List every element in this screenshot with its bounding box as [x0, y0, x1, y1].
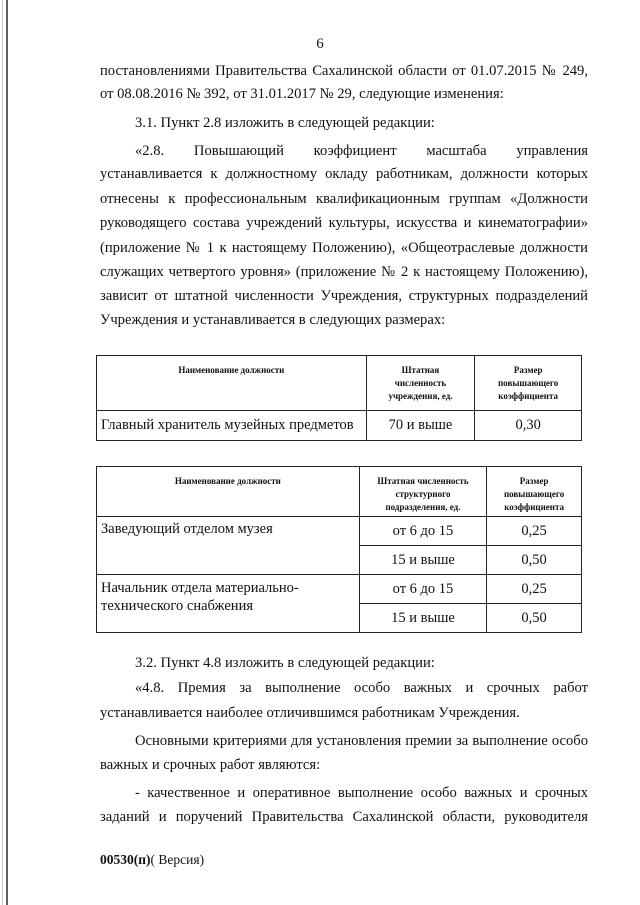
- table-cell: от 6 до 15: [359, 517, 487, 546]
- page-number: 6: [316, 36, 324, 52]
- coefficient-table-department: [96, 466, 582, 633]
- document-code: 00530(п): [100, 852, 151, 867]
- table-header: Размер повышающего коэффициента: [487, 467, 582, 517]
- paragraph-line: зависит от штатной численности Учреждения, структурных подразделений: [100, 288, 588, 304]
- table-cell: Начальник отдела материально- технического снабжения: [97, 575, 360, 633]
- paragraph-line: «4.8. Премия за выполнение особо важных и срочных работ: [135, 680, 588, 696]
- paragraph-line: заданий и поручений Правительства Сахалинской области, руководителя: [100, 809, 588, 825]
- table-row: [97, 517, 582, 546]
- table-header: Штатная численность структурного подразделения, ед.: [359, 467, 487, 517]
- table-cell: от 6 до 15: [359, 575, 487, 604]
- document-version: ( Версия): [150, 852, 205, 867]
- paragraph-line: - качественное и оперативное выполнение особо важных и срочных: [135, 785, 588, 801]
- table-header: Наименование должности: [97, 356, 367, 411]
- paragraph-line: «2.8. Повышающий коэффициент масштаба управления: [135, 143, 588, 159]
- table-cell: Главный хранитель музейных предметов: [97, 411, 367, 441]
- table-row: [97, 411, 582, 441]
- paragraph-line: отнесены к профессиональным квалификационным группам «Должности: [100, 191, 588, 207]
- paragraph-line: важных и срочных работ являются:: [100, 757, 321, 773]
- paragraph-line: руководящего состава учреждений культуры, искусства и кинематографии»: [100, 215, 588, 231]
- table-cell: 0,25: [487, 517, 582, 546]
- paragraph-line: от 08.08.2016 № 392, от 31.01.2017 № 29, следующие изменения:: [100, 86, 504, 102]
- table-header: Штатная численность учреждения, ед.: [366, 356, 475, 411]
- table-cell: 0,50: [487, 604, 582, 633]
- table-cell: 15 и выше: [359, 604, 487, 633]
- paragraph-line: 3.1. Пункт 2.8 изложить в следующей редакции:: [135, 115, 435, 131]
- paragraph-line: Основными критериями для установления премии за выполнение особо: [135, 733, 588, 749]
- document-footer: [100, 852, 204, 868]
- paragraph-line: 3.2. Пункт 4.8 изложить в следующей редакции:: [135, 655, 435, 671]
- scan-edge-line: [6, 0, 8, 905]
- paragraph-line: устанавливается наиболее отличившимся работникам Учреждения.: [100, 705, 520, 721]
- table-row: [97, 575, 582, 604]
- paragraph-line: устанавливается к должностному окладу работникам, должности которых: [100, 166, 588, 182]
- table-cell: 15 и выше: [359, 546, 487, 575]
- table-cell: 70 и выше: [366, 411, 475, 441]
- table-header: Наименование должности: [97, 467, 360, 517]
- table-cell: 0,25: [487, 575, 582, 604]
- table-cell: 0,30: [475, 411, 582, 441]
- table-cell: 0,50: [487, 546, 582, 575]
- table-cell: Заведующий отделом музея: [97, 517, 360, 575]
- coefficient-table-institution: [96, 355, 582, 441]
- paragraph-line: (приложение № 1 к настоящему Положению), «Общеотраслевые должности: [100, 240, 588, 256]
- paragraph-line: постановлениями Правительства Сахалинской области от 01.07.2015 № 249,: [100, 63, 588, 79]
- table-header: Размер повышающего коэффициента: [475, 356, 582, 411]
- paragraph-line: служащих четвертого уровня» (приложение № 2 к настоящему Положению),: [100, 264, 588, 280]
- paragraph-line: Учреждения и устанавливается в следующих размерах:: [100, 312, 446, 328]
- scan-edge-line: [2, 0, 3, 905]
